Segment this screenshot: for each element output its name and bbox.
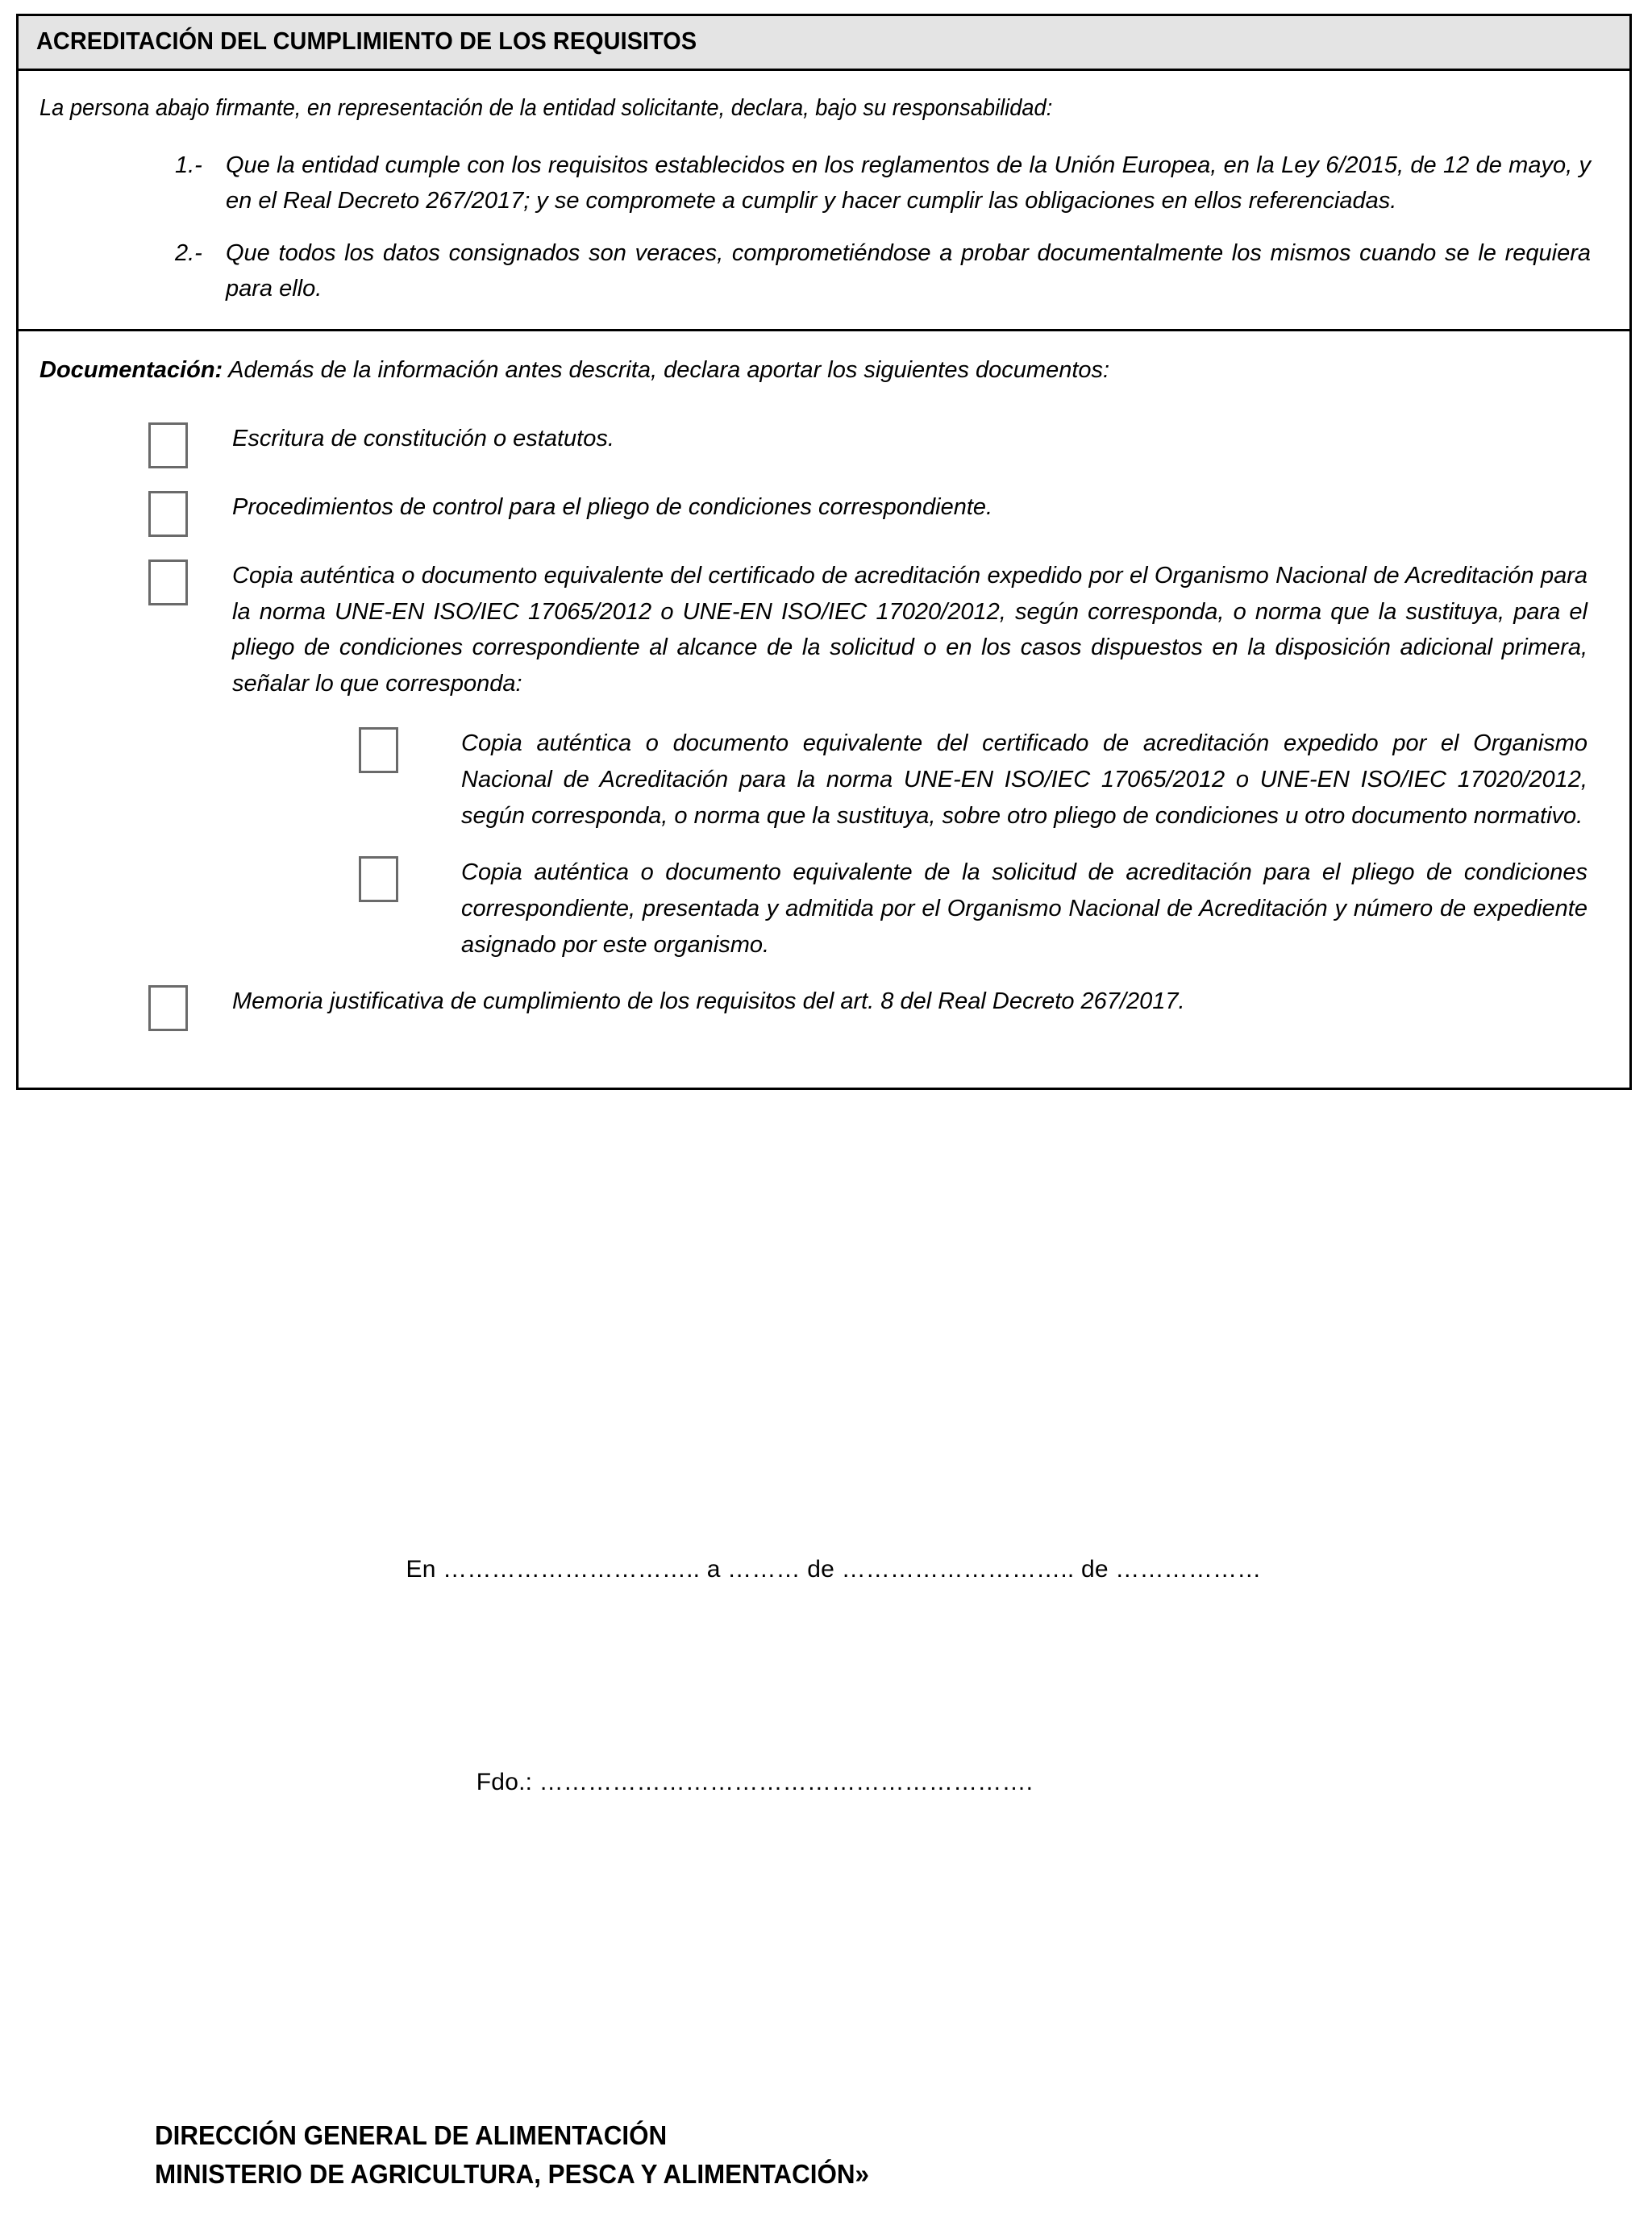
declaration-item-2-number: 2.- (175, 239, 202, 266)
checkbox-procedimientos-control[interactable] (148, 491, 188, 537)
checkbox-memoria-justificativa[interactable] (148, 985, 188, 1031)
declaration-item-1-number: 1.- (175, 152, 202, 178)
declaration-item-2-text: Que todos los datos consignados son veraces, comprometiéndose a probar documentalmente los mismos cuando se le requiera para ello. (226, 239, 1591, 302)
declaration-item-2 (175, 235, 1591, 307)
declaration-lead-text: La persona abajo firmante, en representación de la entidad solicitante, declara, bajo su responsabilidad: (40, 94, 1053, 121)
checkbox-row-copia-autentica-solicitud[interactable] (40, 855, 1608, 963)
checkbox-copia-autentica-acreditacion[interactable] (148, 560, 188, 605)
footer-line-directorate: DIRECCIÓN GENERAL DE ALIMENTACIÓN (155, 2120, 668, 2150)
place-and-date-line[interactable]: En ………………………….. a ……… de ……………………….. de ……………… (406, 1556, 1262, 1583)
checkbox-copia-autentica-solicitud[interactable] (359, 856, 398, 902)
checkbox-label-copia-autentica-acreditacion: Copia auténtica o documento equivalente del certificado de acreditación expedido por el Organismo Nacional de Acreditación para la norma UNE-EN ISO/IEC 17065/2012 o UNE-EN ISO/IEC 17020/2012, según corresponda, o norma que la sustituya, para el pliego de condiciones correspondiente al alcance de la solicitud o en los casos dispuestos en la disposición adicional primera, señalar lo que corresponda: (232, 562, 1588, 697)
documentation-label: Documentación: (40, 357, 223, 384)
documentation-lead-text: Además de la información antes descrita, declara aportar los siguientes documentos: (223, 357, 1110, 384)
checkbox-label-escritura-constitucion: Escritura de constitución o estatutos. (232, 425, 614, 451)
page-title: ACREDITACIÓN DEL CUMPLIMIENTO DE LOS REQUISITOS (36, 27, 697, 55)
footer-authority-block (155, 2116, 1525, 2193)
checkbox-label-memoria-justificativa: Memoria justificativa de cumplimiento de los requisitos del art. 8 del Real Decreto 267/2017. (232, 988, 1185, 1015)
checkbox-row-copia-autentica-acreditacion[interactable] (40, 558, 1608, 702)
declaration-list (40, 148, 1608, 306)
documentation-lead (40, 354, 1608, 387)
checkbox-label-copia-autentica-otro-pliego: Copia auténtica o documento equivalente del certificado de acreditación expedido por el Organismo Nacional de Acreditación para la norma UNE-EN ISO/IEC 17065/2012 o UNE-EN ISO/IEC 17020/2012, según corresponda, o norma que la sustituya, sobre otro pliego de condiciones u otro documento normativo. (461, 730, 1588, 829)
form-header-band (19, 16, 1629, 71)
signature-zone (16, 1556, 1632, 1796)
checkbox-escritura-constitucion[interactable] (148, 422, 188, 468)
declaration-item-1 (175, 148, 1591, 219)
documentation-checkbox-list (40, 421, 1608, 1032)
declaration-section (19, 71, 1629, 332)
footer-line-ministry: MINISTERIO DE AGRICULTURA, PESCA Y ALIMENTACIÓN» (155, 2158, 869, 2189)
checkbox-row-escritura-constitucion[interactable] (40, 421, 1608, 468)
checkbox-label-copia-autentica-solicitud: Copia auténtica o documento equivalente de la solicitud de acreditación para el pliego de condiciones correspondiente, presentada y admitida por el Organismo Nacional de Acreditación y número de expediente asignado por este organismo. (461, 859, 1588, 958)
checkbox-label-procedimientos-control: Procedimientos de control para el pliego de condiciones correspondiente. (232, 493, 993, 520)
signed-by-line[interactable]: Fdo.: ……………………………………………………. (476, 1769, 1034, 1795)
checkbox-sublist-copia-autentica (40, 726, 1608, 963)
checkbox-row-procedimientos-control[interactable] (40, 489, 1608, 537)
checkbox-copia-autentica-otro-pliego[interactable] (359, 727, 398, 773)
checkbox-row-copia-autentica-otro-pliego[interactable] (40, 726, 1608, 834)
documentation-section (19, 331, 1629, 1088)
declaration-item-1-text: Que la entidad cumple con los requisitos establecidos en los reglamentos de la Unión Europea, en la Ley 6/2015, de 12 de mayo, y en el Real Decreto 267/2017; y se compromete a cumplir y hacer cumplir las obligaciones en ellos referenciadas. (226, 152, 1591, 214)
checkbox-row-memoria-justificativa[interactable] (40, 984, 1608, 1031)
accreditation-form-frame (16, 14, 1632, 1090)
